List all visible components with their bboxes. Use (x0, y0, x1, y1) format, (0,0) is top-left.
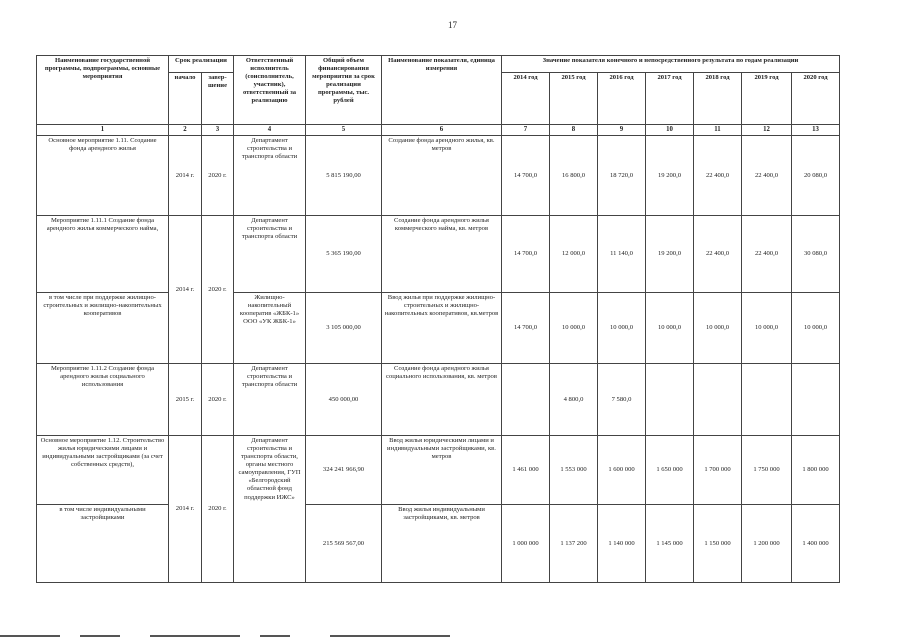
col-number: 4 (234, 125, 306, 136)
executor: Департамент строительства и транспорта области, органы местного самоуправления, ГУП «Белгородский областной фонд поддержки ИЖС» (234, 436, 306, 583)
col-number: 12 (742, 125, 792, 136)
value-cell: 1 800 000 (792, 436, 840, 505)
measure-name: в том числе при поддержке жилищно-строительных и жилищно-накопительных кооперативов (37, 293, 169, 364)
header-year: 2016 год (598, 73, 646, 125)
indicator-name: Ввод жилья юридическими лицами и индивидуальными застройщиками, кв. метров (382, 436, 502, 505)
table-row (37, 136, 840, 216)
header-year: 2015 год (550, 73, 598, 125)
header-start: начало (169, 73, 202, 125)
value-cell: 14 700,0 (502, 136, 550, 216)
scan-edge-artifact (0, 633, 905, 640)
value-cell: 7 580,0 (598, 364, 646, 436)
table-row (37, 505, 840, 583)
measure-name: Основное мероприятие 1.12. Строительство жилья юридическими лицами и индивидуальными застройщиками (за счет собственных средств), (37, 436, 169, 505)
col-number: 11 (694, 125, 742, 136)
col-number: 2 (169, 125, 202, 136)
col-number: 6 (382, 125, 502, 136)
value-cell: 1 553 000 (550, 436, 598, 505)
header-year: 2020 год (792, 73, 840, 125)
value-cell (502, 364, 550, 436)
executor: Департамент строительства и транспорта области (234, 216, 306, 293)
page-number: 17 (448, 20, 457, 30)
value-cell: 10 000,0 (598, 293, 646, 364)
col-number: 13 (792, 125, 840, 136)
indicator-name: Создание фонда арендного жилья, кв. метров (382, 136, 502, 216)
end-year: 2020 г. (202, 216, 234, 364)
value-cell: 10 000,0 (694, 293, 742, 364)
table-row (37, 293, 840, 364)
value-cell: 1 000 000 (502, 505, 550, 583)
funding-amount: 215 569 567,00 (306, 505, 382, 583)
value-cell: 1 400 000 (792, 505, 840, 583)
header-indicator: Наименование показателя, единица измерения (382, 56, 502, 125)
executor: Жилищно-накопительный кооператив «ЖБК-1» ООО «УК ЖБК-1» (234, 293, 306, 364)
funding-amount: 5 365 190,00 (306, 216, 382, 293)
value-cell: 1 600 000 (598, 436, 646, 505)
col-number: 3 (202, 125, 234, 136)
value-cell: 16 800,0 (550, 136, 598, 216)
col-number: 5 (306, 125, 382, 136)
value-cell: 11 140,0 (598, 216, 646, 293)
col-number: 9 (598, 125, 646, 136)
value-cell: 22 400,0 (742, 216, 792, 293)
measure-name: Мероприятие 1.11.2 Создание фонда арендного жилья социального использования (37, 364, 169, 436)
value-cell (742, 364, 792, 436)
header-year: 2019 год (742, 73, 792, 125)
indicator-name: Ввод жилья при поддержке жилищно-строительных и жилищно-накопительных кооперативов, кв.метров (382, 293, 502, 364)
value-cell: 1 150 000 (694, 505, 742, 583)
col-number: 1 (37, 125, 169, 136)
header-year: 2018 год (694, 73, 742, 125)
indicator-name: Создание фонда арендного жилья социального использования, кв. метров (382, 364, 502, 436)
value-cell: 30 080,0 (792, 216, 840, 293)
value-cell: 20 080,0 (792, 136, 840, 216)
value-cell (646, 364, 694, 436)
indicator-name: Ввод жилья индивидуальными застройщиками, кв. метров (382, 505, 502, 583)
executor: Департамент строительства и транспорта области (234, 364, 306, 436)
col-number: 10 (646, 125, 694, 136)
value-cell: 1 461 000 (502, 436, 550, 505)
header-year: 2014 год (502, 73, 550, 125)
start-year: 2014 г. (169, 216, 202, 364)
table-row (37, 436, 840, 505)
value-cell: 18 720,0 (598, 136, 646, 216)
table-row (37, 364, 840, 436)
funding-amount: 5 815 190,00 (306, 136, 382, 216)
value-cell: 1 137 200 (550, 505, 598, 583)
value-cell: 14 700,0 (502, 216, 550, 293)
header-values-title: Значение показателя конечного и непосредственного результата по годам реализации (502, 56, 840, 73)
value-cell: 14 700,0 (502, 293, 550, 364)
header-end: завер-шение (202, 73, 234, 125)
value-cell: 22 400,0 (742, 136, 792, 216)
value-cell: 1 140 000 (598, 505, 646, 583)
value-cell: 1 650 000 (646, 436, 694, 505)
end-year: 2020 г. (202, 436, 234, 583)
end-year: 2020 г. (202, 364, 234, 436)
end-year: 2020 г. (202, 136, 234, 216)
funding-amount: 324 241 966,90 (306, 436, 382, 505)
col-number: 8 (550, 125, 598, 136)
start-year: 2014 г. (169, 136, 202, 216)
value-cell: 4 800,0 (550, 364, 598, 436)
indicator-name: Создание фонда арендного жилья коммерческого найма, кв. метров (382, 216, 502, 293)
value-cell: 10 000,0 (550, 293, 598, 364)
measure-name: Мероприятие 1.11.1 Создание фонда арендного жилья коммерческого найма, (37, 216, 169, 293)
value-cell: 10 000,0 (646, 293, 694, 364)
value-cell: 1 145 000 (646, 505, 694, 583)
results-table (36, 55, 840, 583)
table-row (37, 216, 840, 293)
executor: Департамент строительства и транспорта области (234, 136, 306, 216)
value-cell: 19 200,0 (646, 216, 694, 293)
value-cell: 10 000,0 (742, 293, 792, 364)
header-executor: Ответственный исполнитель (соисполнитель, участник), ответственный за реализацию (234, 56, 306, 125)
value-cell: 22 400,0 (694, 136, 742, 216)
value-cell: 22 400,0 (694, 216, 742, 293)
value-cell: 1 200 000 (742, 505, 792, 583)
funding-amount: 3 105 000,00 (306, 293, 382, 364)
start-year: 2015 г. (169, 364, 202, 436)
header-year: 2017 год (646, 73, 694, 125)
value-cell: 1 700 000 (694, 436, 742, 505)
value-cell (792, 364, 840, 436)
header-name: Наименование государственной программы, подпрограммы, основные мероприятия (37, 56, 169, 125)
header-term: Срок реализации (169, 56, 234, 73)
value-cell: 1 750 000 (742, 436, 792, 505)
header-funding: Общий объем финансирования мероприятия за срок реализации программы, тыс. рублей (306, 56, 382, 125)
col-number: 7 (502, 125, 550, 136)
value-cell: 10 000,0 (792, 293, 840, 364)
measure-name: в том числе индивидуальными застройщиками (37, 505, 169, 583)
start-year: 2014 г. (169, 436, 202, 583)
measure-name: Основное мероприятие 1.11. Создание фонда арендного жилья (37, 136, 169, 216)
value-cell: 12 000,0 (550, 216, 598, 293)
value-cell: 19 200,0 (646, 136, 694, 216)
funding-amount: 450 000,00 (306, 364, 382, 436)
value-cell (694, 364, 742, 436)
